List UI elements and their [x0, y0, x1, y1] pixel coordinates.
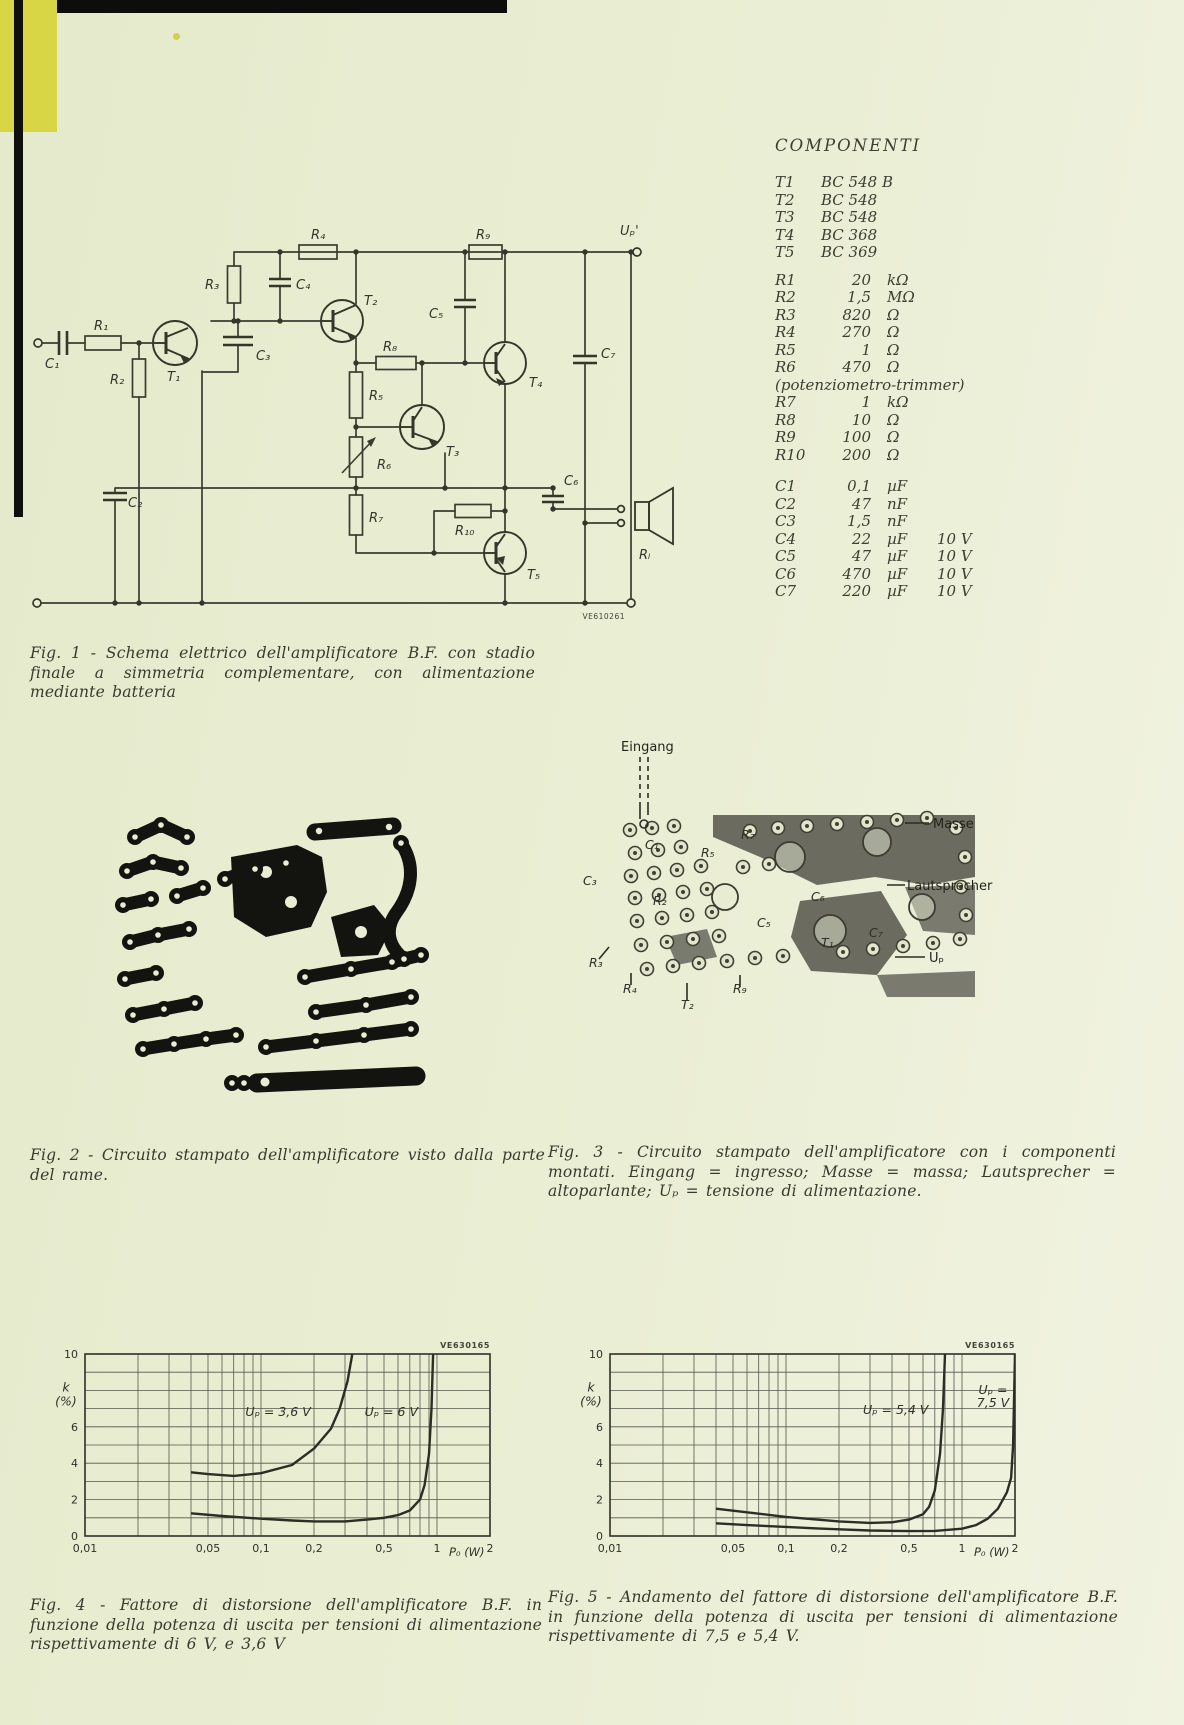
svg-text:P₀ (W): P₀ (W) — [449, 1545, 485, 1559]
component-value: 220 — [842, 582, 871, 600]
component-ref: C2 — [775, 494, 797, 513]
component-row — [775, 341, 1115, 359]
component-row — [775, 306, 1115, 324]
schematic-wires — [41, 252, 633, 603]
component-unit: Ω — [887, 323, 900, 341]
component-row — [775, 547, 1115, 565]
component-voltage: 10 V — [937, 564, 972, 583]
component-unit: kΩ — [887, 393, 909, 411]
label-r10: R₁₀ — [455, 524, 475, 539]
component-ref: T4 — [775, 225, 795, 244]
component-value: 10 — [851, 410, 871, 429]
svg-text:0,05: 0,05 — [195, 1542, 221, 1555]
svg-text:(%): (%) — [580, 1393, 602, 1409]
label-r3: R₃ — [589, 955, 603, 970]
label-c3: C₃ — [583, 873, 597, 888]
svg-text:6: 6 — [596, 1420, 603, 1434]
fig1-code: VE610261 — [582, 612, 625, 621]
resistor-boxes — [85, 245, 502, 535]
component-ref: T2 — [775, 190, 795, 209]
component-value: 0,1 — [847, 477, 871, 495]
component-row — [775, 477, 1115, 495]
svg-text:Uₚ =7,5 V: Uₚ = 7,5 V — [976, 1382, 1010, 1410]
svg-text:0,5: 0,5 — [900, 1542, 918, 1555]
svg-text:0,05: 0,05 — [720, 1542, 746, 1555]
component-row — [775, 173, 1115, 191]
component-ref: C5 — [775, 547, 797, 565]
component-ref: R2 — [775, 288, 796, 306]
label-up: Uₚ — [929, 951, 945, 966]
component-voltage: 10 V — [937, 529, 972, 548]
component-value: 47 — [851, 494, 871, 513]
label-t5: T₅ — [527, 568, 541, 583]
component-ref: R4 — [775, 323, 796, 341]
transistor-t1 — [153, 321, 197, 365]
component-ref: T3 — [775, 208, 795, 226]
component-voltage: 10 V — [937, 547, 972, 565]
svg-text:2: 2 — [1011, 1542, 1019, 1555]
transistor-t3 — [400, 405, 444, 449]
svg-text:0: 0 — [596, 1530, 603, 1543]
label-c7: C₇ — [869, 925, 883, 940]
svg-text:VE630165: VE630165 — [440, 1341, 490, 1350]
scan-top-bar — [57, 0, 507, 13]
component-unit: µF — [887, 582, 908, 600]
component-ref: R5 — [775, 340, 796, 359]
component-ref: T5 — [775, 243, 795, 261]
label-r8: R₈ — [383, 340, 398, 355]
speaker-icon — [635, 488, 673, 544]
label-r7: R₇ — [369, 511, 384, 526]
component-value: BC 369 — [821, 243, 878, 261]
label-c3: C₃ — [256, 349, 271, 364]
component-unit: µF — [887, 564, 908, 583]
component-ref: R7 — [775, 393, 796, 411]
label-c6: C₆ — [564, 474, 579, 489]
fig1-caption: Fig. 1 - Schema elettrico dell'amplificatore B.F. con stadio finale a simmetria complementare, con alimentazione mediante batteria — [30, 644, 535, 702]
component-unit: MΩ — [887, 288, 915, 306]
fig5-distortion-chart — [570, 1330, 1045, 1578]
component-value: 100 — [842, 428, 871, 446]
component-unit: Ω — [887, 445, 900, 464]
component-value: 470 — [842, 564, 871, 583]
fig4-caption: Fig. 4 - Fattore di distorsione dell'amplificatore B.F. in funzione della potenza di uscita per tensioni di alimentazione rispettivamente di 6 V, e 3,6 V — [30, 1596, 542, 1654]
component-ref: C6 — [775, 564, 797, 583]
label-r9: R₉ — [476, 228, 491, 243]
component-value: 1 — [861, 340, 871, 359]
label-c5: C₅ — [757, 915, 771, 930]
component-unit: kΩ — [887, 270, 909, 289]
component-unit: µF — [887, 477, 908, 495]
fig4-distortion-chart — [45, 1330, 520, 1578]
component-value: 1,5 — [847, 288, 871, 306]
component-value: 820 — [842, 305, 871, 324]
component-unit: Ω — [887, 340, 900, 359]
component-row — [775, 208, 1115, 226]
svg-text:0,1: 0,1 — [777, 1542, 795, 1555]
component-unit: µF — [887, 529, 908, 548]
component-unit: nF — [887, 512, 908, 530]
component-value: 22 — [851, 529, 871, 548]
component-value: BC 368 — [821, 225, 878, 244]
component-unit: Ω — [887, 410, 900, 429]
svg-text:2: 2 — [486, 1542, 494, 1555]
resistor-note: (potenziometro-trimmer) — [775, 375, 965, 394]
transistor-t4 — [484, 342, 526, 386]
svg-text:(%): (%) — [55, 1393, 77, 1409]
transistor-t2 — [321, 300, 363, 342]
component-row — [775, 393, 1115, 411]
svg-text:4: 4 — [71, 1457, 78, 1471]
scan-left-bar — [14, 0, 23, 517]
label-r7: R₇ — [741, 827, 755, 842]
component-voltage: 10 V — [937, 582, 972, 600]
component-ref: T1 — [775, 173, 795, 191]
component-ref: R10 — [775, 445, 806, 464]
fig5-caption: Fig. 5 - Andamento del fattore di distorsione dell'amplificatore B.F. in funzione della potenza di uscita per tensioni di alimentazione rispettivamente di 7,5 e 5,4 V. — [548, 1588, 1118, 1646]
fig3-caption: Fig. 3 - Circuito stampato dell'amplificatore con i componenti montati. Eingang = ingresso; Masse = massa; Lautsprecher = altoparlante; Uₚ = tensione di alimentazione. — [548, 1143, 1116, 1201]
svg-text:k: k — [587, 1379, 595, 1395]
component-unit: µF — [887, 547, 908, 565]
component-value: 470 — [842, 358, 871, 376]
label-r5: R₅ — [369, 389, 384, 404]
fig1-schematic — [25, 185, 725, 630]
fig2-caption: Fig. 2 - Circuito stampato dell'amplificatore visto dalla parte del rame. — [30, 1146, 545, 1184]
svg-text:1: 1 — [433, 1542, 441, 1555]
component-row — [775, 323, 1115, 341]
svg-text:VE630165: VE630165 — [965, 1341, 1015, 1350]
component-ref: R6 — [775, 358, 796, 376]
label-lautsprecher: Lautsprecher — [907, 879, 993, 894]
label-r2: R₂ — [110, 373, 125, 388]
svg-text:10: 10 — [64, 1348, 78, 1361]
component-value: 200 — [842, 445, 871, 464]
label-t4: T₄ — [529, 376, 543, 391]
component-value: 20 — [851, 270, 871, 289]
label-r6: R₆ — [377, 458, 392, 473]
label-c1: C₁ — [645, 837, 659, 852]
label-r9: R₉ — [733, 981, 747, 996]
schematic-labels — [45, 224, 651, 621]
component-ref: C7 — [775, 582, 797, 600]
svg-text:Uₚ = 3,6 V: Uₚ = 3,6 V — [245, 1403, 311, 1419]
component-value: 47 — [851, 547, 871, 565]
terminals — [33, 248, 641, 607]
label-t1: T₁ — [821, 935, 834, 950]
component-ref: C1 — [775, 477, 797, 495]
fig3-pcb-assembled — [575, 735, 1000, 1040]
svg-text:0,2: 0,2 — [830, 1542, 848, 1555]
label-masse: Masse — [933, 817, 974, 832]
component-unit: nF — [887, 494, 908, 513]
label-t2: T₂ — [364, 294, 378, 309]
svg-text:0,01: 0,01 — [597, 1542, 623, 1555]
label-r4: R₄ — [623, 981, 637, 996]
component-unit: Ω — [887, 428, 900, 446]
component-row — [775, 288, 1115, 306]
label-r5: R₅ — [701, 845, 715, 860]
label-t3: T₃ — [446, 445, 460, 460]
component-ref: C4 — [775, 529, 797, 548]
component-row — [775, 243, 1115, 261]
svg-text:Uₚ = 5,4 V: Uₚ = 5,4 V — [863, 1402, 929, 1418]
label-c7: C₇ — [601, 347, 616, 362]
component-unit: Ω — [887, 305, 900, 324]
component-row — [775, 565, 1115, 583]
svg-text:0,5: 0,5 — [375, 1542, 393, 1555]
component-value: BC 548 — [821, 190, 878, 209]
component-row — [775, 446, 1115, 464]
label-r1: R₁ — [94, 319, 109, 334]
label-t2: T₂ — [681, 997, 694, 1012]
svg-text:2: 2 — [596, 1493, 603, 1507]
fig2-pcb-copper — [105, 795, 430, 1110]
scan-speck — [173, 33, 180, 40]
component-row — [775, 428, 1115, 446]
svg-text:0,2: 0,2 — [305, 1542, 323, 1555]
component-row — [775, 582, 1115, 600]
trimmer-arrow — [342, 437, 376, 473]
component-ref: R1 — [775, 270, 796, 289]
component-ref: R8 — [775, 410, 796, 429]
label-t1: T₁ — [167, 370, 181, 385]
components-title: COMPONENTI — [775, 136, 922, 155]
component-row — [775, 530, 1115, 548]
label-r4: R₄ — [311, 228, 326, 243]
component-row — [775, 226, 1115, 244]
label-c2: C₂ — [128, 496, 143, 511]
label-up: Uₚ' — [620, 224, 639, 239]
component-row — [775, 191, 1115, 209]
component-row — [775, 271, 1115, 289]
label-r3: R₃ — [205, 278, 220, 293]
label-c5: C₅ — [429, 307, 444, 322]
component-value: 1 — [861, 393, 871, 411]
label-c6: C₆ — [811, 889, 825, 904]
components-list — [775, 136, 1115, 600]
svg-text:Uₚ = 6 V: Uₚ = 6 V — [364, 1403, 419, 1419]
component-unit: Ω — [887, 358, 900, 376]
component-row — [775, 411, 1115, 429]
svg-text:10: 10 — [589, 1348, 603, 1361]
label-r2: R₂ — [653, 893, 667, 908]
label-c4: C₄ — [296, 278, 311, 293]
label-eingang: Eingang — [621, 740, 674, 755]
transistor-t5 — [484, 532, 526, 574]
component-row — [775, 495, 1115, 513]
label-rl: Rₗ — [639, 548, 651, 563]
component-value: 1,5 — [847, 512, 871, 530]
component-ref: R9 — [775, 428, 796, 446]
component-value: BC 548 B — [821, 173, 893, 191]
scan-corner-patch — [0, 0, 57, 132]
svg-text:1: 1 — [958, 1542, 966, 1555]
svg-text:0,01: 0,01 — [72, 1542, 98, 1555]
svg-text:6: 6 — [71, 1420, 78, 1434]
svg-text:0: 0 — [71, 1530, 78, 1543]
svg-text:0,1: 0,1 — [252, 1542, 270, 1555]
component-row — [775, 512, 1115, 530]
svg-text:4: 4 — [596, 1457, 603, 1471]
component-ref: R3 — [775, 305, 796, 324]
svg-text:k: k — [62, 1379, 70, 1395]
component-ref: C3 — [775, 512, 797, 530]
component-value: 270 — [842, 323, 871, 341]
svg-text:P₀ (W): P₀ (W) — [974, 1545, 1010, 1559]
svg-text:2: 2 — [71, 1493, 78, 1507]
component-row — [775, 358, 1115, 376]
label-c1: C₁ — [45, 357, 60, 372]
component-value: BC 548 — [821, 208, 878, 226]
